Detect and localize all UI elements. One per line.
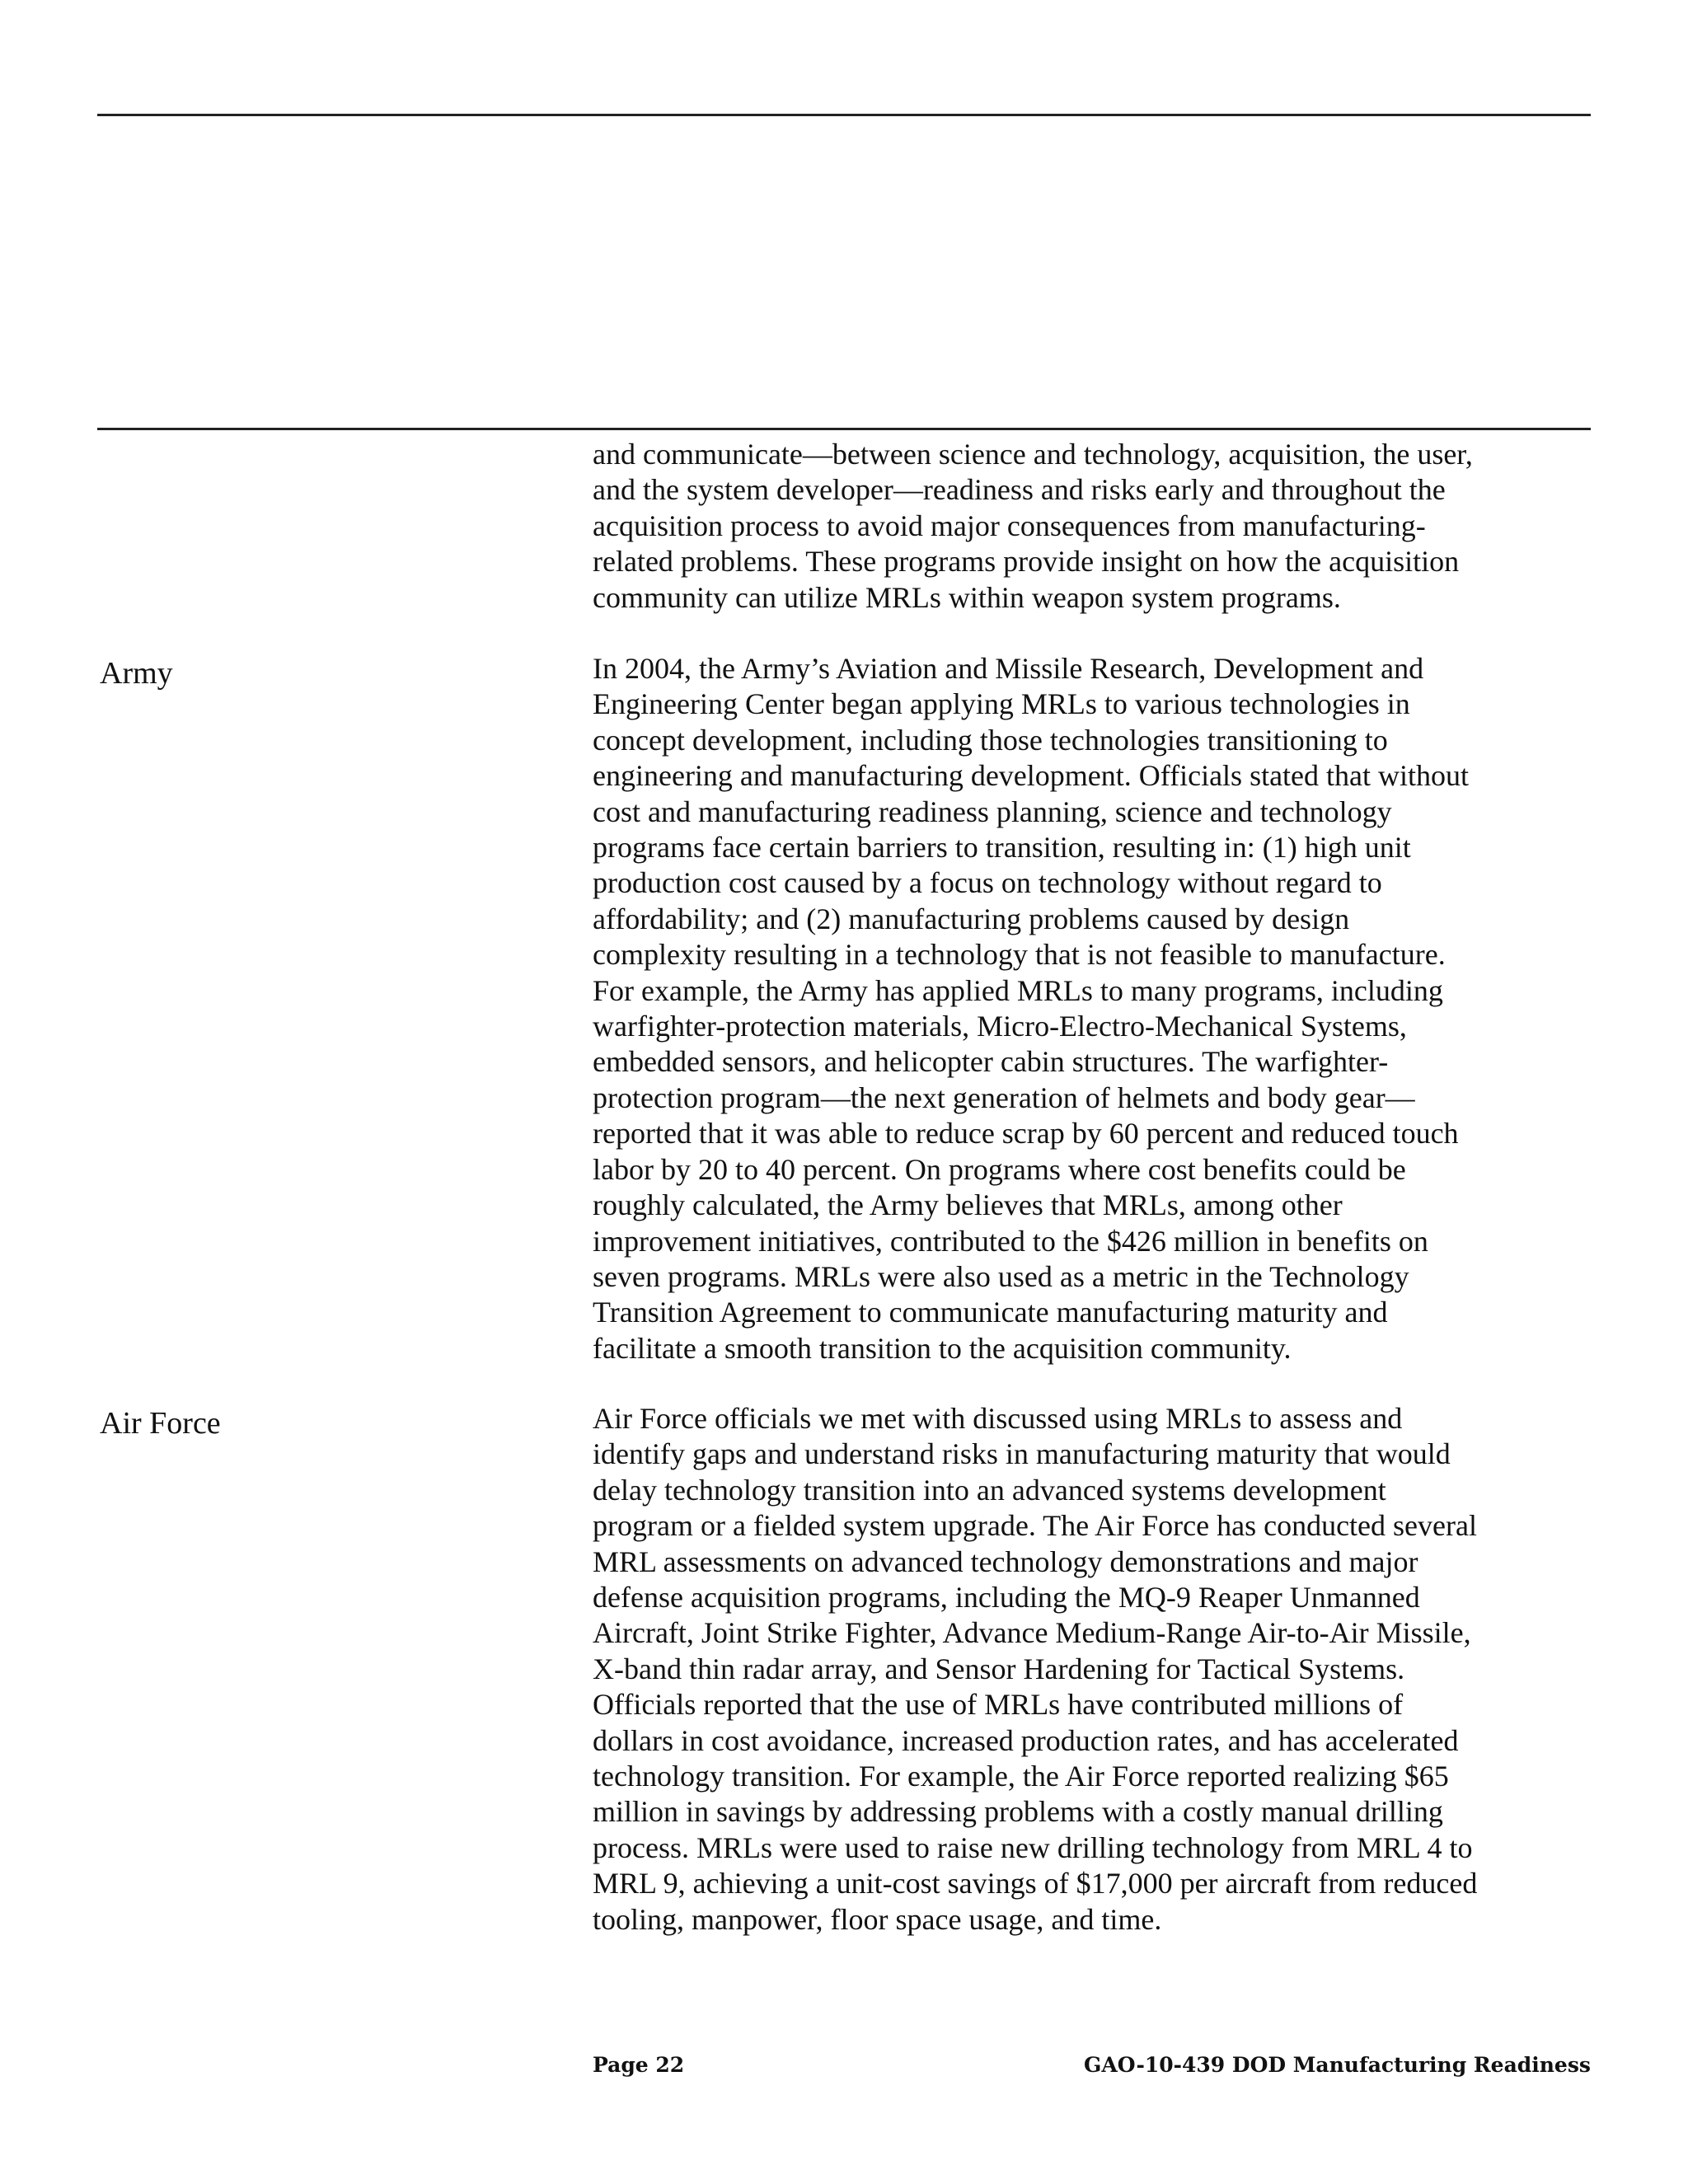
air-force-line: million in savings by addressing problems with a costly manual drilling xyxy=(593,1795,1443,1829)
air-force-line: MRL assessments on advanced technology demonstrations and major xyxy=(593,1544,1418,1578)
army-line: programs face certain barriers to transition, resulting in: (1) high unit xyxy=(593,831,1411,865)
air-force-line: program or a fielded system upgrade. The Air Force has conducted several xyxy=(593,1509,1477,1543)
army-line: complexity resulting in a technology that is not feasible to manufacture. xyxy=(593,938,1446,972)
intro-line: and the system developer—readiness and risks early and throughout the xyxy=(593,473,1446,507)
air-force-line: Aircraft, Joint Strike Fighter, Advance Medium-Range Air-to-Air Missile, xyxy=(593,1616,1471,1650)
army-line: facilitate a smooth transition to the acquisition community. xyxy=(593,1331,1292,1365)
army-line: In 2004, the Army’s Aviation and Missile Research, Development and xyxy=(593,652,1424,685)
army-line: Engineering Center began applying MRLs to various technologies in xyxy=(593,687,1410,721)
army-line: roughly calculated, the Army believes that MRLs, among other xyxy=(593,1188,1343,1222)
air-force-line: MRL 9, achieving a unit-cost savings of $17,000 per aircraft from reduced xyxy=(593,1867,1478,1900)
army-line: concept development, including those technologies transitioning to xyxy=(593,723,1388,757)
air-force-line: dollars in cost avoidance, increased production rates, and has accelerated xyxy=(593,1723,1459,1757)
air-force-line: delay technology transition into an advanced systems development xyxy=(593,1473,1386,1507)
army-line: production cost caused by a focus on technology without regard to xyxy=(593,866,1382,900)
army-line: warfighter-protection materials, Micro-Electro-Mechanical Systems, xyxy=(593,1010,1407,1043)
army-line: embedded sensors, and helicopter cabin structures. The warfighter- xyxy=(593,1045,1389,1079)
army-line: seven programs. MRLs were also used as a metric in the Technology xyxy=(593,1259,1409,1293)
intro-paragraph xyxy=(593,437,1591,616)
side-heading-air-force: Air Force xyxy=(100,1406,221,1441)
army-line: engineering and manufacturing development. Officials stated that without xyxy=(593,759,1470,793)
air-force-line: tooling, manpower, floor space usage, and time. xyxy=(593,1902,1162,1936)
air-force-line: Officials reported that the use of MRLs have contributed millions of xyxy=(593,1688,1404,1722)
air-force-line: Air Force officials we met with discussed using MRLs to assess and xyxy=(593,1402,1403,1435)
intro-line: community can utilize MRLs within weapon system programs. xyxy=(593,580,1341,614)
army-line: For example, the Army has applied MRLs to many programs, including xyxy=(593,973,1443,1007)
air-force-paragraph xyxy=(593,1401,1591,1938)
header-top-rule xyxy=(97,114,1591,116)
intro-line: related problems. These programs provide insight on how the acquisition xyxy=(593,545,1460,579)
side-heading-army: Army xyxy=(100,656,173,691)
air-force-line: defense acquisition programs, including the MQ-9 Reaper Unmanned xyxy=(593,1581,1420,1615)
page-number: Page 22 xyxy=(593,2053,685,2077)
army-paragraph xyxy=(593,651,1591,1366)
army-line: labor by 20 to 40 percent. On programs where cost benefits could be xyxy=(593,1152,1406,1186)
army-line: reported that it was able to reduce scrap by 60 percent and reduced touch xyxy=(593,1117,1459,1151)
header-bottom-rule xyxy=(97,428,1591,430)
intro-line: and communicate—between science and technology, acquisition, the user, xyxy=(593,438,1473,471)
army-line: Transition Agreement to communicate manufacturing maturity and xyxy=(593,1296,1388,1329)
army-line: affordability; and (2) manufacturing problems caused by design xyxy=(593,902,1350,935)
intro-line: acquisition process to avoid major consequences from manufacturing- xyxy=(593,509,1426,542)
air-force-line: X-band thin radar array, and Sensor Hardening for Tactical Systems. xyxy=(593,1652,1405,1685)
air-force-line: process. MRLs were used to raise new drilling technology from MRL 4 to xyxy=(593,1830,1473,1864)
army-line: protection program—the next generation of helmets and body gear— xyxy=(593,1080,1415,1114)
report-title: GAO-10-439 DOD Manufacturing Readiness xyxy=(1084,2053,1591,2077)
air-force-line: identify gaps and understand risks in manufacturing maturity that would xyxy=(593,1437,1451,1471)
air-force-line: technology transition. For example, the Air Force reported realizing $65 xyxy=(593,1760,1449,1793)
army-line: cost and manufacturing readiness planning, science and technology xyxy=(593,794,1392,828)
army-line: improvement initiatives, contributed to the $426 million in benefits on xyxy=(593,1224,1428,1258)
